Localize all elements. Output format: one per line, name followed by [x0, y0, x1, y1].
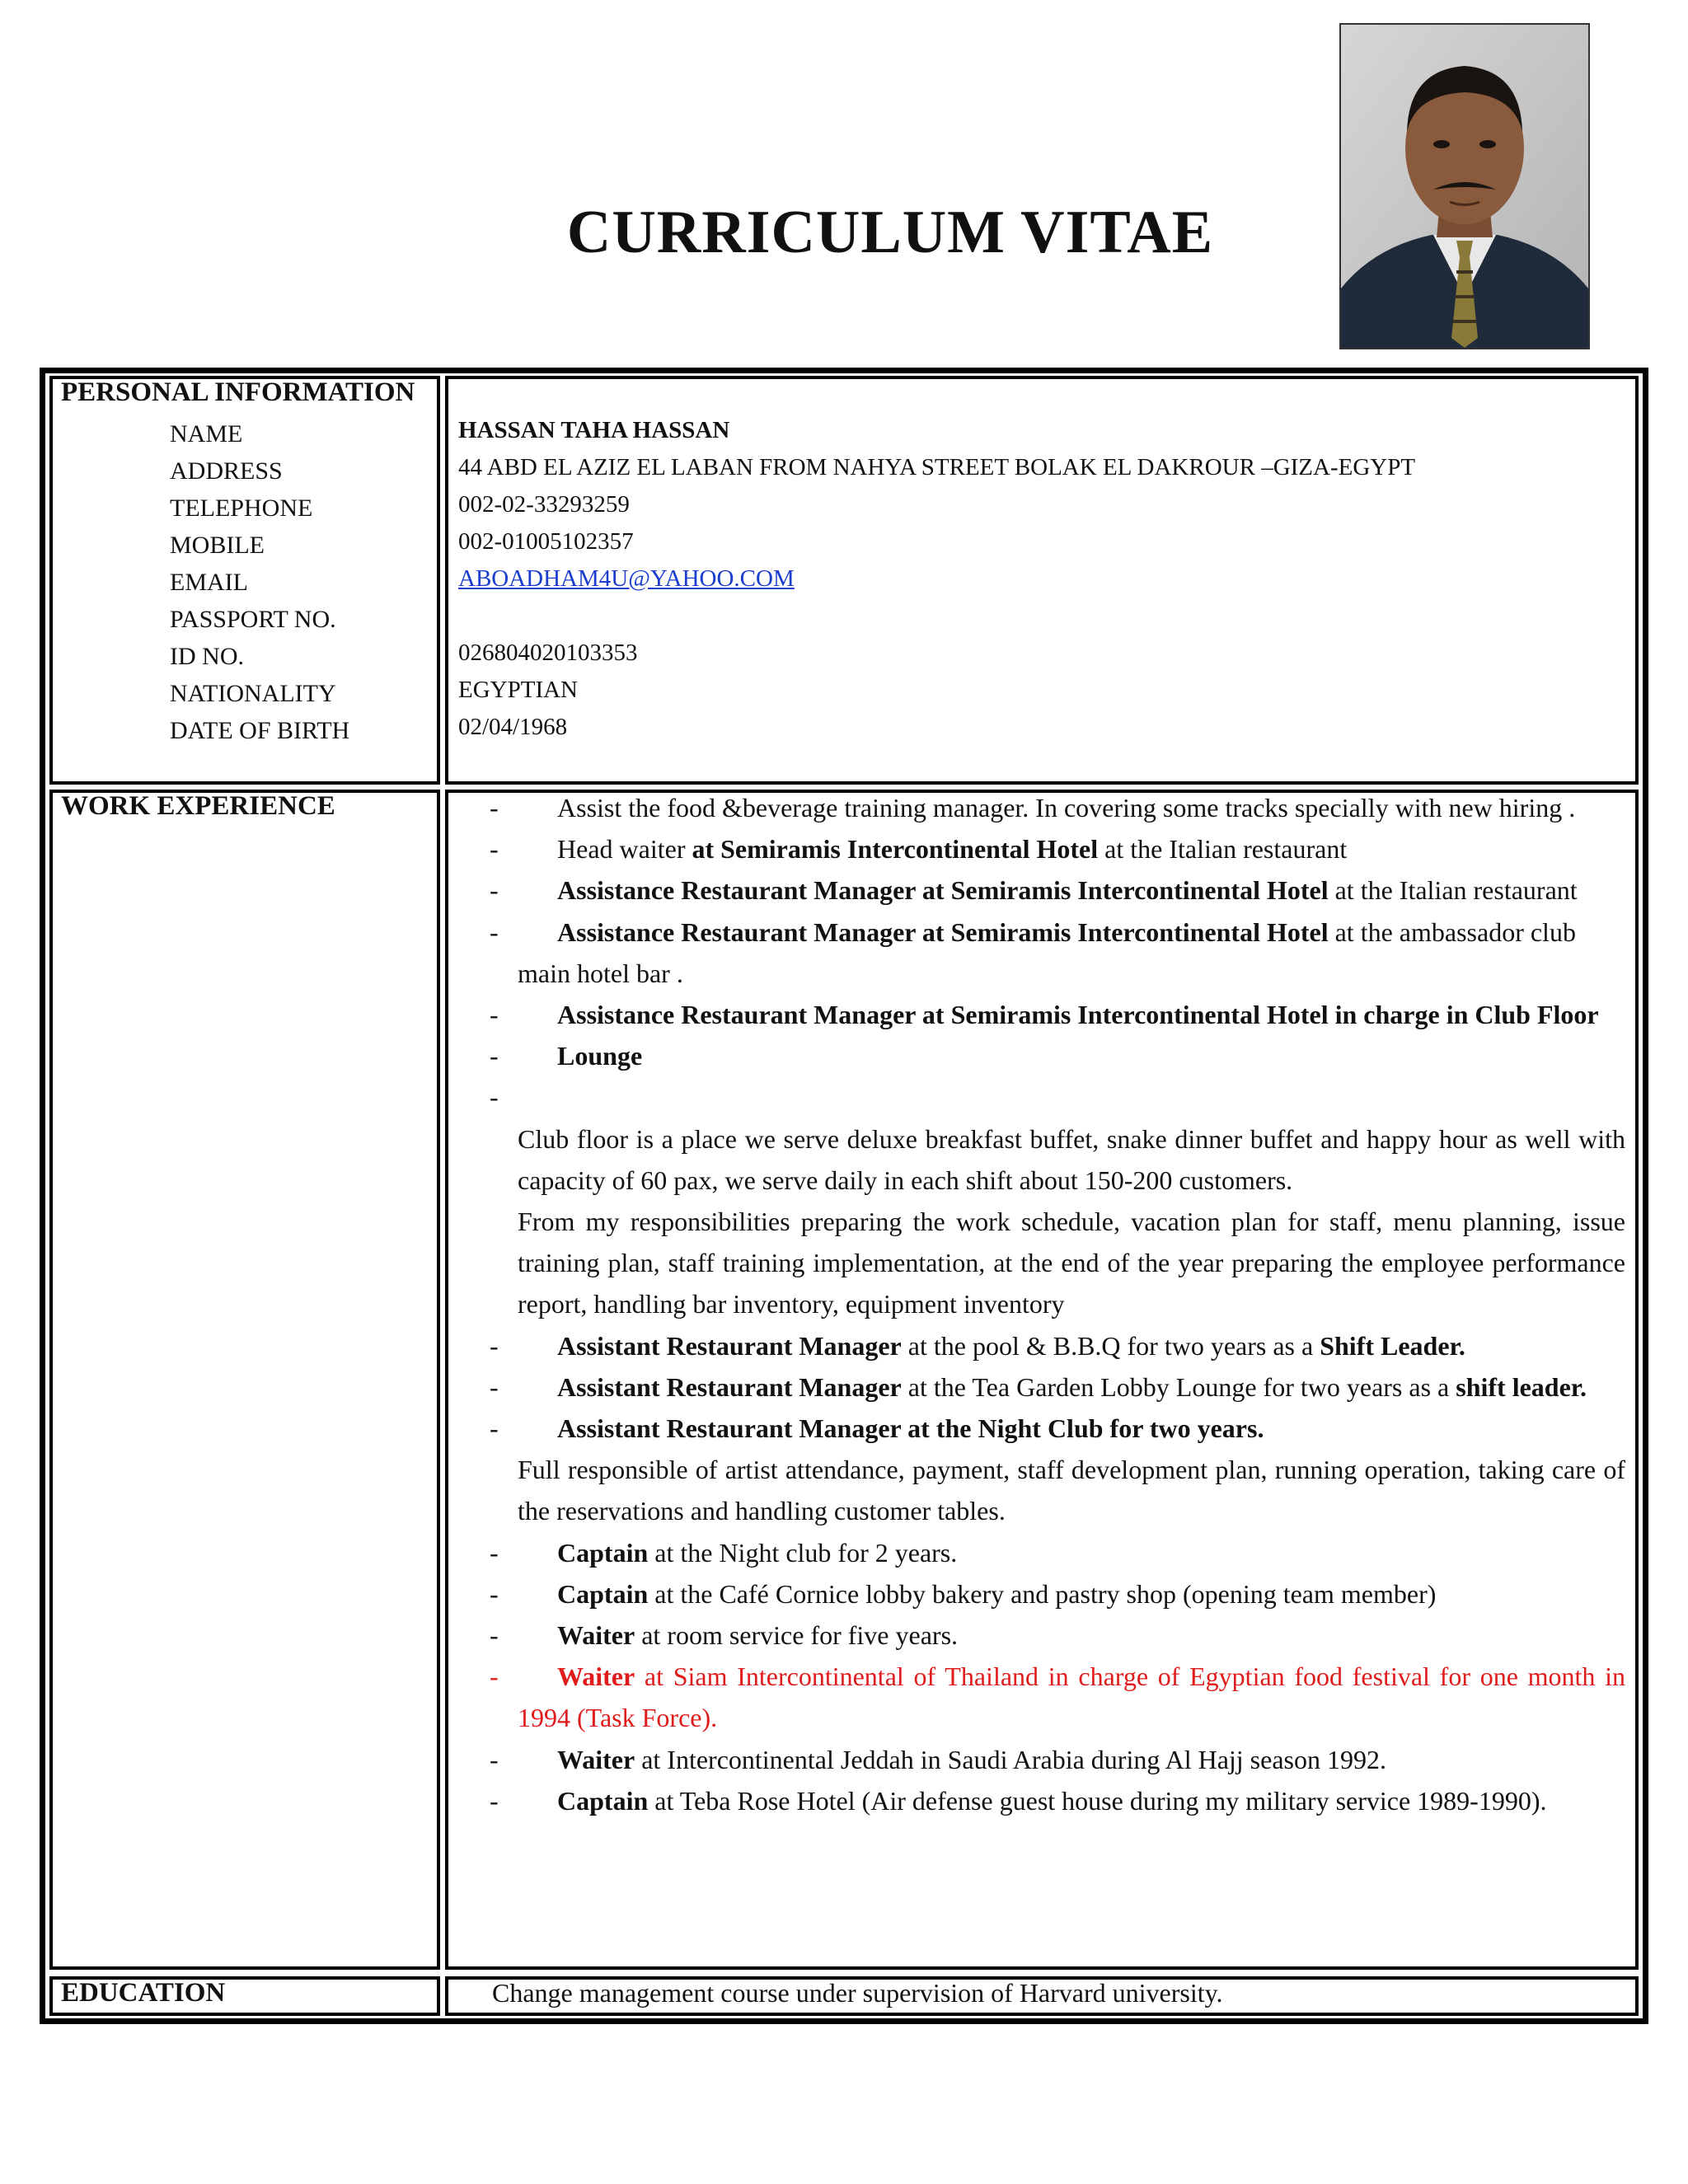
personal-info-heading: PERSONAL INFORMATION: [61, 377, 415, 407]
id-value: 026804020103353: [458, 640, 638, 666]
list-item: - Lounge: [490, 1041, 643, 1071]
night-club-paragraph: Full responsible of artist attendance, payment, staff development plan, running operation, taking care of the reservations and handling customer tables.: [518, 1455, 1625, 1526]
name-value: HASSAN TAHA HASSAN: [458, 417, 730, 443]
telephone-label: TELEPHONE: [170, 494, 313, 522]
address-label: ADDRESS: [170, 457, 283, 485]
mobile-label: MOBILE: [170, 532, 265, 559]
page-title: CURRICULUM VITAE: [566, 199, 1214, 266]
list-item: - Assistant Restaurant Manager at the Tea Garden Lobby Lounge for two years as a shift leader.: [490, 1371, 1587, 1402]
list-item: - Assistance Restaurant Manager at Semiramis Intercontinental Hotel in charge in Club Floor: [490, 1000, 1599, 1030]
profile-photo: [1339, 23, 1590, 349]
list-item: - Assistance Restaurant Manager at Semiramis Intercontinental Hotel at the Italian restaurant: [490, 875, 1578, 906]
list-item: - Waiter at Intercontinental Jeddah in Saudi Arabia during Al Hajj season 1992.: [490, 1744, 1386, 1774]
email-label: EMAIL: [170, 569, 248, 596]
education-heading: EDUCATION: [61, 1978, 226, 2008]
list-item: - Assistant Restaurant Manager at the pool & B.B.Q for two years as a Shift Leader.: [490, 1330, 1465, 1361]
email-link[interactable]: ABOADHAM4U@YAHOO.COM: [458, 565, 795, 592]
list-item: - Waiter at room service for five years.: [490, 1620, 959, 1651]
dob-label: DATE OF BIRTH: [170, 717, 350, 744]
education-text: Change management course under supervision of Harvard university.: [492, 1978, 1223, 2008]
list-item-highlighted: - Waiter at Siam Intercontinental of Thailand in charge of Egyptian food festival for one month in 1994 (Task Force).: [490, 1661, 1625, 1733]
list-item: - Captain at the Café Cornice lobby bakery and pastry shop (opening team member): [490, 1578, 1437, 1609]
portrait-image: [1341, 25, 1588, 348]
nationality-label: NATIONALITY: [170, 680, 336, 707]
list-item: - Assistant Restaurant Manager at the Night Club for two years.: [490, 1413, 1264, 1444]
mobile-value: 002-01005102357: [458, 528, 634, 555]
dob-value: 02/04/1968: [458, 714, 568, 740]
work-experience-list: [490, 787, 1625, 1821]
list-item: - Captain at the Night club for 2 years.: [490, 1537, 958, 1568]
nationality-value: EGYPTIAN: [458, 677, 578, 703]
list-item: - Assistance Restaurant Manager at Semiramis Intercontinental Hotel at the ambassador club main hotel bar .: [490, 916, 1576, 988]
club-floor-paragraph: Club floor is a place we serve deluxe breakfast buffet, snake dinner buffet and happy hour as well with capacity of 60 pax, we serve daily in each shift about 150-200 customers.: [518, 1123, 1625, 1195]
address-value: 44 ABD EL AZIZ EL LABAN FROM NAHYA STREET BOLAK EL DAKROUR –GIZA-EGYPT: [458, 454, 1416, 480]
responsibilities-paragraph: From my responsibilities preparing the work schedule, vacation plan for staff, menu planning, issue training plan, staff training implementation, at the end of the year preparing the employee performance report, handling bar inventory, equipment inventory: [518, 1207, 1625, 1319]
work-label-cell: [49, 790, 440, 1970]
passport-label: PASSPORT NO.: [170, 606, 336, 633]
list-item: - Head waiter at Semiramis Intercontinental Hotel at the Italian restaurant: [490, 834, 1348, 865]
list-item: - Assist the food &beverage training manager. In covering some tracks specially with new hiring .: [490, 793, 1576, 823]
telephone-value: 002-02-33293259: [458, 491, 630, 518]
list-item: -: [490, 1082, 499, 1113]
name-label: NAME: [170, 420, 243, 448]
id-label: ID NO.: [170, 643, 244, 670]
work-experience-heading: WORK EXPERIENCE: [61, 791, 335, 821]
list-item: - Captain at Teba Rose Hotel (Air defense guest house during my military service 1989-1990).: [490, 1785, 1547, 1816]
